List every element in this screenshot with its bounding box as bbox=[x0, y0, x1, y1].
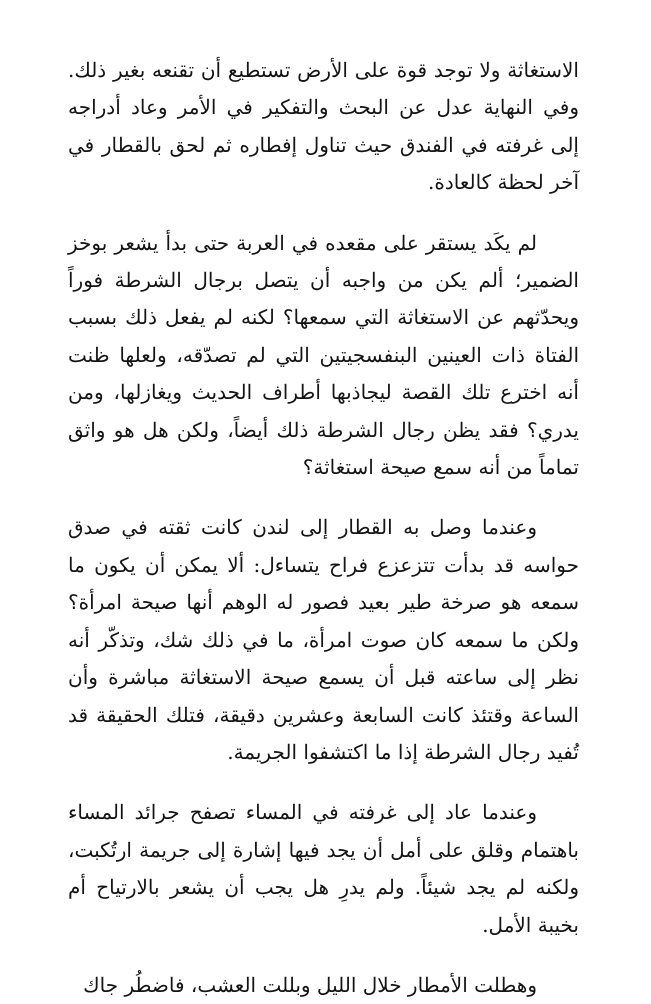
paragraph-guilty-conscience: لم يكَد يستقر على مقعده في العربة حتى بدأ يشعر بوخز الضمير؛ ألم يكن من واجبه أن يتصل برجال الشرطة فوراً ويحدّثهم عن الاستغاثة التي سمعها؟ لكنه لم يفعل ذلك بسبب الفتاة ذات العينين البنفسجيتين التي لم تصدّقه، ولعلها ظنت أنه اخترع تلك القصة ليجاذبها أطراف الحديث ويغازلها، ومن يدري؟ فقد يظن رجال الشرطة ذلك أيضاً، ولكن هل هو واثق تماماً من أنه سمع صيحة استغاثة؟ bbox=[68, 230, 579, 480]
paragraph-evening-newspapers: وعندما عاد إلى غرفته في المساء تصفح جرائد المساء باهتمام وقلق على أمل أن يجد فيها إشارة إلى جريمة ارتُكبت، ولكنه لم يجد شيئاً. ولم يدرِ هل يجب أن يشعر بالارتياح أم بخيبة الأمل. bbox=[68, 800, 579, 937]
paragraph-continued: الاستغاثة ولا توجد قوة على الأرض تستطيع أن تقنعه بغير ذلك. وفي النهاية عدل عن البحث والتفكير في الأمر وعاد أدراجه إلى غرفته في الفندق حيث تناول إفطاره ثم لحق بالقطار في آخر لحظة كالعادة. bbox=[68, 58, 579, 195]
paragraph-rain-night: وهطلت الأمطار خلال الليل وبللت العشب، فاضطُر جاك bbox=[83, 972, 537, 997]
paragraph-arrival-london: وعندما وصل به القطار إلى لندن كانت ثقته في صدق حواسه قد بدأت تتزعزع فراح يتساءل: ألا يمكن أن يكون ما سمعه هو صرخة طير بعيد فصور له الوهم أنها صيحة امرأة؟ ولكن ما سمعه كان صوت امرأة، ما في ذلك شك، وتذكّر أنه نظر إلى ساعته قبل أن يسمع صيحة الاستغاثة مباشرة وأن الساعة وقتئذ كانت السابعة وعشرين دقيقة، فتلك الحقيقة قد تُفيد رجال الشرطة إذا ما اكتشفوا الجريمة. bbox=[68, 515, 579, 764]
